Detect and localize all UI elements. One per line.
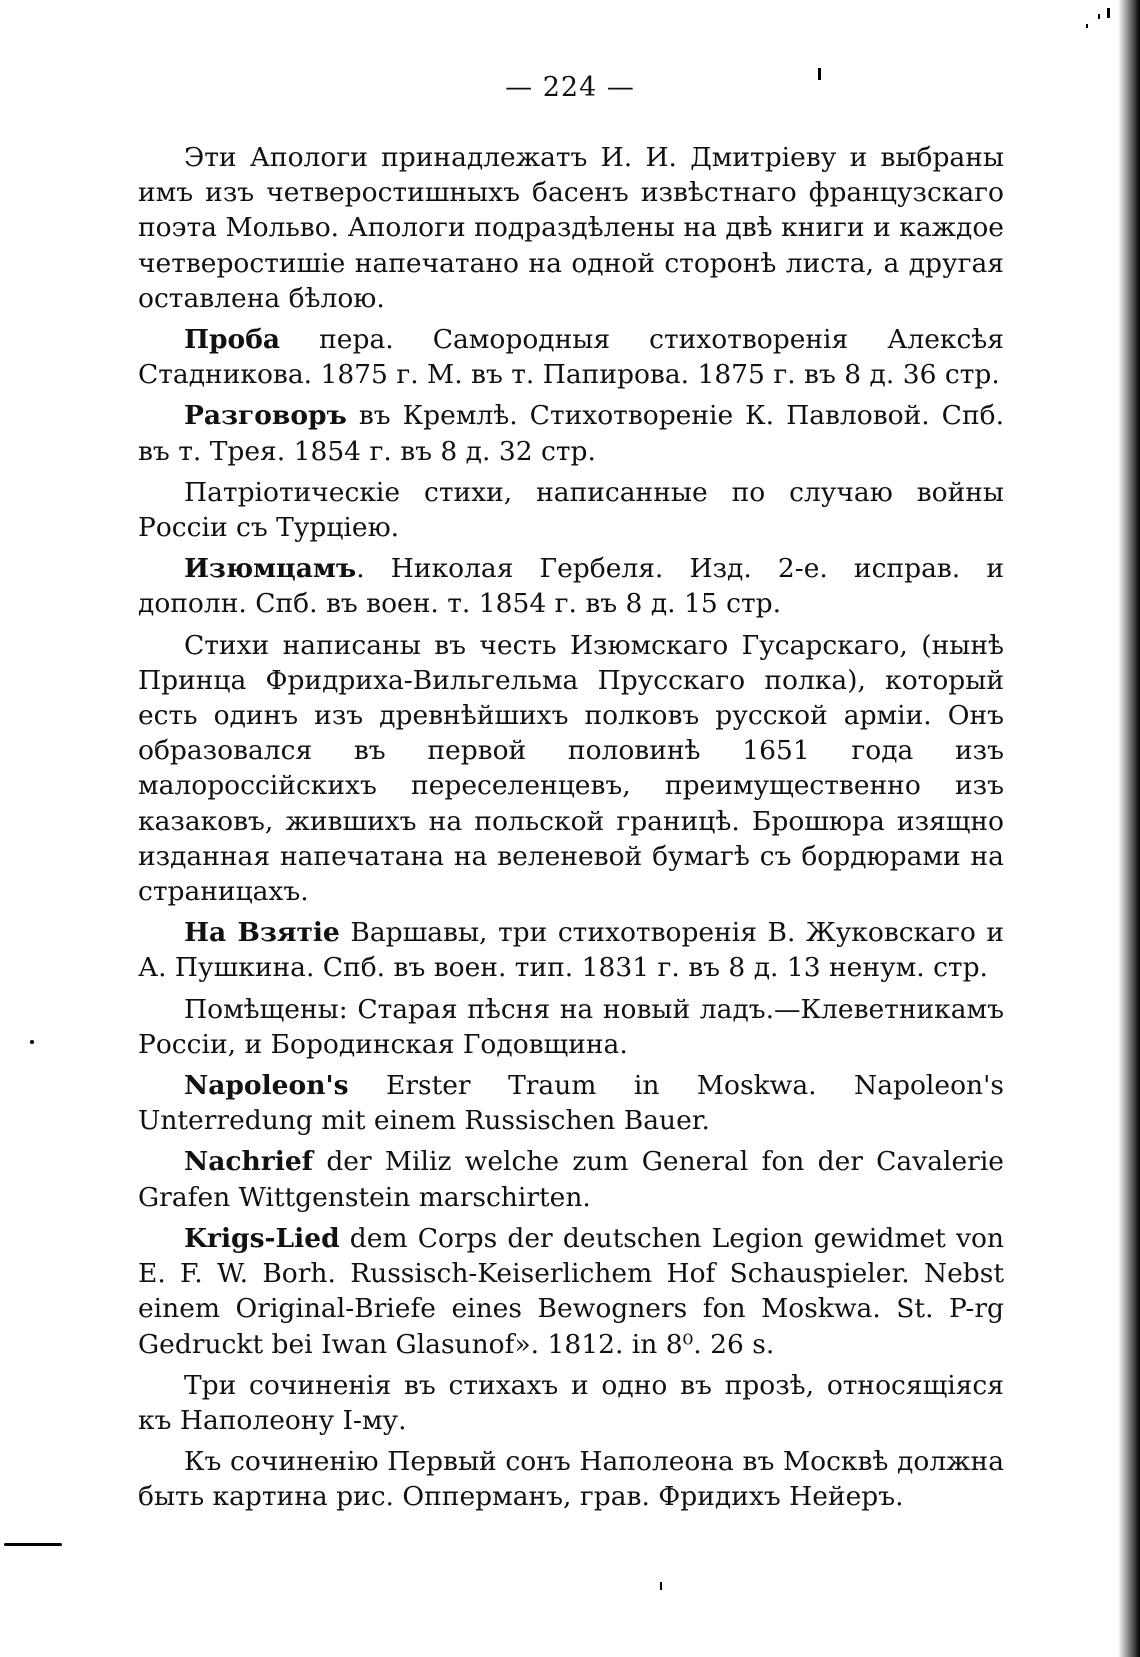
entry-heading: Разговоръ <box>184 400 347 432</box>
paragraph-text: Erster Traum in Moskwa. Napoleon's Unterredung mit einem Russischen Bauer. <box>138 1070 1004 1137</box>
scan-speck <box>818 68 821 80</box>
paragraph-text: Стихи написаны въ честь Изюмскаго Гусарскаго, (нынѣ Принца Фридриха-Вильгельма Прусскаго полка), который есть одинъ изъ древнѣйшихъ полковъ русской арміи. Онъ образовался въ первой половинѣ 1651 года изъ малороссійскихъ переселенцевъ, преимущественно изъ казаковъ, жившихъ на польской границѣ. Брошюра изящно изданная напечатана на веленевой бумагѣ съ бордюрами на страницахъ. <box>138 629 1004 908</box>
paragraph-text: пера. Самородныя стихотворенія Алексѣя Стадникова. 1875 г. М. въ т. Папирова. 1875 г. въ 8 д. 36 стр. <box>138 324 1004 391</box>
scan-speck <box>1098 14 1100 19</box>
paragraph-text: . Николая Гербеля. Изд. 2-е. исправ. и дополн. Спб. въ воен. т. 1854 г. въ 8 д. 15 стр. <box>138 553 1004 620</box>
paragraph-8 <box>138 992 1004 1062</box>
paragraph-1 <box>138 140 1004 316</box>
entry-heading: Krigs-Lied <box>184 1222 340 1254</box>
page-number: — 224 — <box>505 72 635 103</box>
paragraph-10 <box>138 1144 1004 1214</box>
paragraph-12 <box>138 1368 1004 1438</box>
scan-edge-shadow <box>1118 0 1140 1657</box>
entry-heading: Проба <box>184 324 281 356</box>
paragraph-6 <box>138 628 1004 910</box>
scan-speck <box>1086 24 1088 28</box>
paragraph-text: Варшавы, три стихотворенія В. Жуковскаго и А. Пушкина. Спб. въ воен. тип. 1831 г. въ 8 д. 13 ненум. стр. <box>138 917 1004 984</box>
paragraph-text: Три сочиненія въ стихахъ и одно въ прозѣ, относящіяся къ Наполеону I-му. <box>138 1369 1004 1436</box>
entry-heading: Napoleon's <box>184 1070 349 1102</box>
entry-heading: На Взятіе <box>184 917 340 949</box>
paragraph-11 <box>138 1221 1004 1362</box>
scan-speck <box>30 1040 34 1044</box>
paragraph-2 <box>138 322 1004 392</box>
page-body <box>138 140 1004 1521</box>
paragraph-5 <box>138 551 1004 621</box>
paragraph-text: Патріотическіе стихи, написанные по случаю войны Россіи съ Турціею. <box>138 476 1004 544</box>
paragraph-text: Эти Апологи принадлежатъ И. И. Дмитріеву и выбраны имъ изъ четверостишныхъ басенъ извѣстнаго французскаго поэта Мольво. Апологи подраздѣлены на двѣ книги и каждое четверостишіе напечатано на одной сторонѣ листа, а другая оставлена бѣлою. <box>138 142 1004 314</box>
paragraph-3 <box>138 398 1004 468</box>
paragraph-text: въ Кремлѣ. Стихотвореніе К. Павловой. Спб. въ т. Трея. 1854 г. въ 8 д. 32 стр. <box>138 400 1004 467</box>
paragraph-text: Помѣщены: Старая пѣсня на новый ладъ.—Клеветникамъ Россіи, и Бородинская Годовщина. <box>138 993 1004 1060</box>
entry-heading: Изюмцамъ <box>184 553 357 585</box>
paragraph-4 <box>138 475 1004 545</box>
paragraph-text: dem Corps der deutschen Legion gewidmet von E. F. W. Borh. Russisch-Keiserlichem Hof Schauspieler. Nebst einem Original-Briefe eines Bewogners fon Moskwa. St. P-rg Gedruckt bei Iwan Glasunof». 1812. in 8⁰. 26 s. <box>138 1222 1004 1360</box>
paragraph-text: Къ сочиненію Первый сонъ Наполеона въ Москвѣ должна быть картина рис. Опперманъ, грав. Фридихъ Нейеръ. <box>138 1446 1004 1513</box>
scan-ink-mark <box>4 1543 62 1546</box>
paragraph-13 <box>138 1444 1004 1514</box>
entry-heading: Nachrief <box>184 1146 314 1178</box>
scan-speck <box>1107 8 1110 18</box>
paragraph-7 <box>138 915 1004 985</box>
scan-speck <box>660 1582 662 1590</box>
paragraph-text: der Miliz welche zum General fon der Cavalerie Grafen Wittgenstein marschirten. <box>138 1146 1004 1213</box>
paragraph-9 <box>138 1068 1004 1138</box>
